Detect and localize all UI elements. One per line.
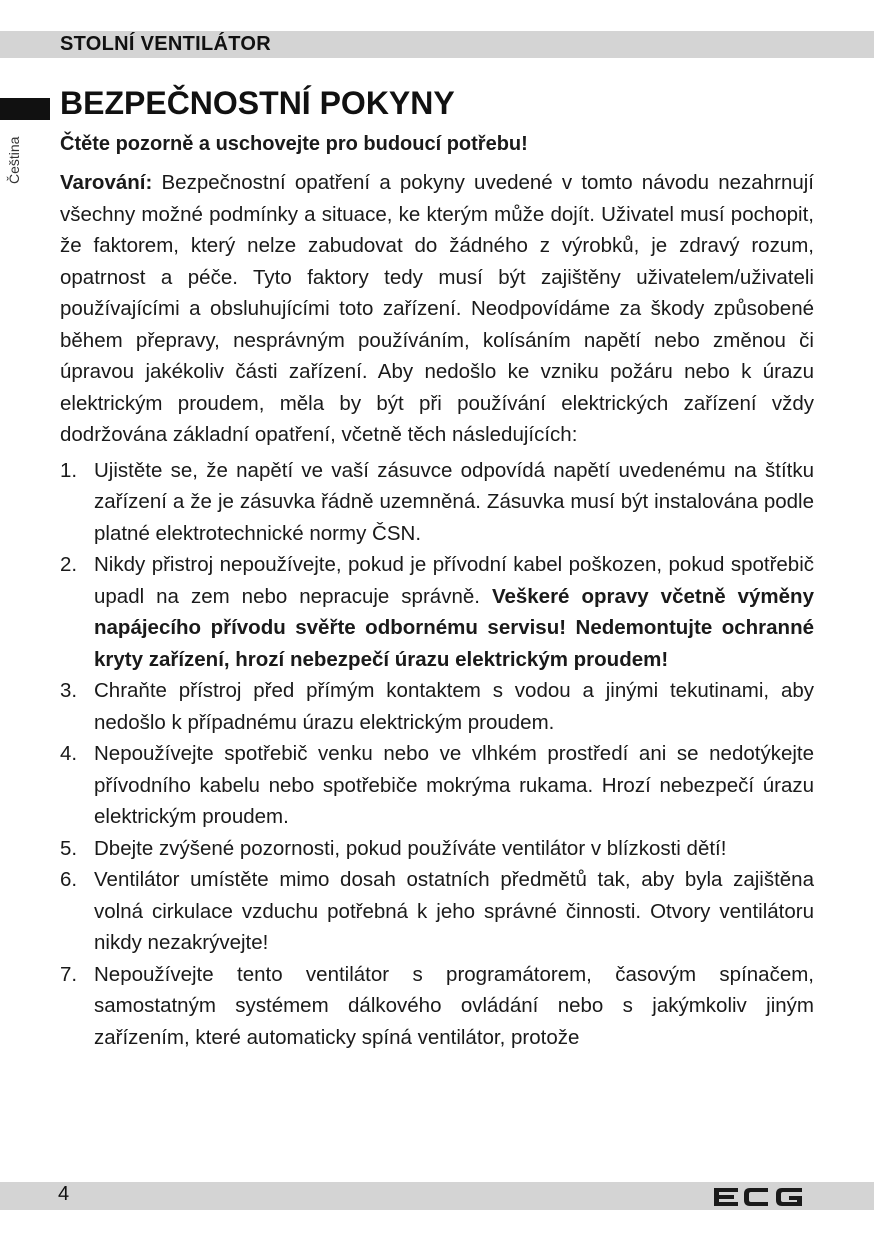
list-item-text: Ventilátor umístěte mimo dosah ostatních předmětů tak, aby byla zajištěna volná cirkulace vzduchu potřebná k jeho správné činnosti. Otvory ventilátoru nikdy nezakrývejte! <box>94 868 814 954</box>
list-item-text: Nepoužívejte tento ventilátor s programátorem, časovým spínačem, samostatným systémem dálkového ovládání nebo s jakýmkoliv jiným zařízením, které automaticky spíná ventilátor, protože <box>94 962 814 1049</box>
warning-text: Bezpečnostní opatření a pokyny uvedené v tomto návodu nezahrnují všechny možné podmínky a situace, ke kterým může dojít. Uživatel musí pochopit, že faktorem, který nelze zabudovat do žádného z výrobků, je zdravý rozum, opatrnost a péče. Tyto faktory tedy musí být zajištěny uživatelem/uživateli používajícími a obsluhujícími toto zařízení. Neodpovídáme za škody způsobené během přepravy, nesprávným používáním, kolísáním napětí nebo změnou či úpravou jakékoliv části zařízení. Aby nedošlo ke vzniku požáru nebo k úrazu elektrickým proudem, měla by být při používání elektrických zařízení vždy dodržována základní opatření, včetně těch následujících: <box>60 171 814 446</box>
list-item <box>60 833 814 865</box>
language-tab-marker <box>0 98 50 120</box>
list-item-text: Ujistěte se, že napětí ve vaší zásuvce odpovídá napětí uvedenému na štítku zařízení a že je zásuvka řádně uzemněná. Zásuvka musí být instalována podle platné elektrotechnické normy ČSN. <box>94 458 814 545</box>
list-item <box>60 738 814 833</box>
list-item-number: 6. <box>60 868 78 891</box>
list-item-bold-text: Veškeré opravy včetně výměny napájecího přívodu svěřte odbornému servisu! Nedemontujte ochranné kryty zařízení, hrozí nebezpečí úrazu elektrickým proudem! <box>94 584 814 671</box>
main-content <box>60 83 814 1053</box>
list-item-text: Chraňte přístroj před přímým kontaktem s vodou a jinými tekutinami, aby nedošlo k případnému úrazu elektrickým proudem. <box>94 679 814 734</box>
list-item <box>60 455 814 550</box>
page-number: 4 <box>58 1183 70 1205</box>
list-item <box>60 864 814 959</box>
list-item-text: Nepoužívejte spotřebič venku nebo ve vlhkém prostředí ani se nedotýkejte přívodního kabelu nebo spotřebiče mokrýma rukama. Hrozí nebezpečí úrazu elektrickým proudem. <box>94 742 814 828</box>
list-item-number: 7. <box>60 962 78 986</box>
ecg-logo-icon <box>712 1186 804 1208</box>
list-item-text: Dbejte zvýšené pozornosti, pokud používáte ventilátor v blízkosti dětí! <box>94 836 727 860</box>
list-item <box>60 675 814 738</box>
intro-text: Čtěte pozorně a uschovejte pro budoucí potřebu! <box>60 133 528 155</box>
list-item-text: Nikdy přistroj nepoužívejte, pokud je přívodní kabel poškozen, pokud spotřebič upadl na zem nebo nepracuje správně. <box>94 553 814 608</box>
list-item-number: 3. <box>60 679 78 702</box>
list-item-number: 2. <box>60 553 78 576</box>
list-item-number: 4. <box>60 742 78 765</box>
list-item <box>60 959 814 1054</box>
safety-rules-list <box>60 455 814 1054</box>
warning-label: Varování: <box>60 171 153 194</box>
language-label: Čeština <box>6 136 22 184</box>
list-item <box>60 549 814 675</box>
header-title: STOLNÍ VENTILÁTOR <box>60 33 272 55</box>
list-item-number: 1. <box>60 458 78 482</box>
section-title: BEZPEČNOSTNÍ POKYNY <box>60 85 455 121</box>
warning-paragraph <box>60 167 814 451</box>
list-item-number: 5. <box>60 836 78 860</box>
